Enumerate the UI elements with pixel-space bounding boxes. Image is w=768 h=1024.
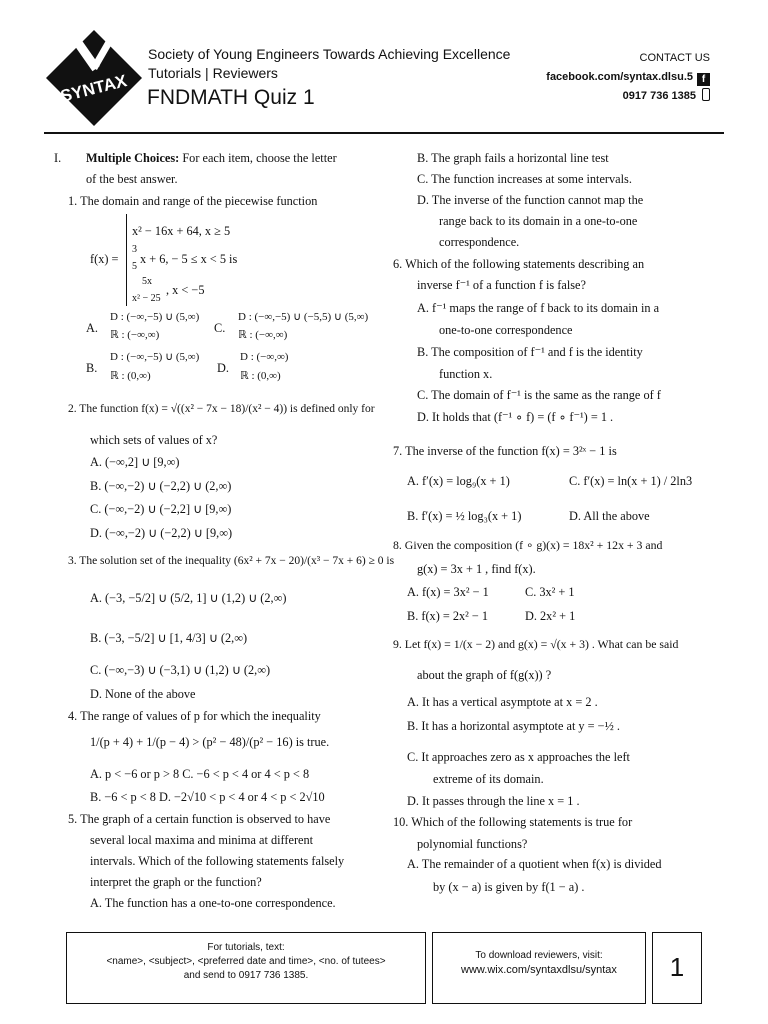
q3-stem: 3. The solution set of the inequality (6x² + 7x − 20)/(x³ − 7x + 6) ≥ 0 is [68, 555, 395, 567]
q6-option-a-2: one-to-one correspondence [439, 323, 573, 337]
download-box [432, 932, 646, 1004]
tutorial-line1: For tutorials, text: [207, 942, 285, 953]
q1-piece2-den: 5 [132, 261, 137, 272]
q4-options-ac[interactable]: A. p < −6 or p > 8 C. −6 < p < 4 or 4 < p < 8 [90, 767, 310, 781]
page-number-box [652, 932, 702, 1004]
q1-stem: 1. The domain and range of the piecewise function [68, 194, 318, 208]
q2-stem: 2. The function f(x) = √((x² − 7x − 18)/(x² − 4)) is defined only for [68, 403, 375, 415]
q1-piece3-den: x² − 25 [132, 293, 161, 304]
contact-label: CONTACT US [639, 52, 710, 64]
header-divider [44, 132, 724, 134]
q7-option-d[interactable]: D. All the above [569, 509, 650, 523]
q7-option-c[interactable]: C. f′(x) = ln(x + 1) / 2ln3 [569, 474, 693, 488]
q2-option-b[interactable]: B. (−∞,−2) ∪ (−2,2) ∪ (2,∞) [90, 479, 232, 493]
download-url[interactable]: www.wix.com/syntaxdlsu/syntax [461, 964, 617, 976]
q5-option-c[interactable]: C. The function increases at some intervals. [417, 172, 632, 186]
q1-option-c-range: ℝ : (−∞,∞) [238, 329, 288, 341]
q10-option-a-1[interactable]: A. The remainder of a quotient when f(x) is divided [407, 857, 662, 871]
q1-piece3-num: 5x [142, 276, 152, 287]
q8-option-d[interactable]: D. 2x² + 1 [525, 609, 576, 623]
tutorial-line2: <name>, <subject>, <preferred date and time>, <no. of tutees> [106, 956, 386, 967]
q1-option-a-label[interactable]: A. [86, 321, 98, 335]
q7-option-b[interactable]: B. f′(x) = ½ log₃(x + 1) [407, 509, 522, 523]
q9-option-b[interactable]: B. It has a horizontal asymptote at y = −½ . [407, 719, 620, 733]
q5-line3: intervals. Which of the following statements falsely [90, 854, 345, 868]
q10-line1: 10. Which of the following statements is true for [393, 815, 633, 829]
q5-line4: interpret the graph or the function? [90, 875, 262, 889]
q6-option-d[interactable]: D. It holds that (f⁻¹ ∘ f) = (f ∘ f⁻¹) = 1 . [417, 410, 614, 424]
q1-fx: f(x) = [90, 252, 119, 266]
logo-text: SYNTAX [58, 71, 129, 106]
download-line1: To download reviewers, visit: [475, 950, 603, 961]
page-number: 1 [669, 952, 685, 982]
q6-line1: 6. Which of the following statements describing an [393, 257, 645, 271]
q1-option-a-range: ℝ : (−∞,∞) [110, 329, 160, 341]
q2-option-d[interactable]: D. (−∞,−2) ∪ (−2,2) ∪ [9,∞) [90, 526, 233, 540]
q1-piece2: x + 6, − 5 ≤ x < 5 is [140, 252, 238, 266]
phone-icon [702, 88, 710, 101]
q5-option-d-2: range back to its domain in a one-to-one [439, 214, 638, 228]
q1-option-c-label[interactable]: C. [214, 321, 226, 335]
q8-line2: g(x) = 3x + 1 , find f(x). [417, 562, 536, 576]
q1-piece1: x² − 16x + 64, x ≥ 5 [132, 224, 231, 238]
q9-option-c-1[interactable]: C. It approaches zero as x approaches the left [407, 750, 630, 764]
q8-option-c[interactable]: C. 3x² + 1 [525, 585, 575, 599]
q9-option-c-2: extreme of its domain. [433, 772, 544, 786]
q9-line1: 9. Let f(x) = 1/(x − 2) and g(x) = √(x + 3) . What can be said [393, 637, 679, 651]
contact-block [546, 49, 710, 106]
syntax-logo [44, 28, 144, 128]
q8-option-a[interactable]: A. f(x) = 3x² − 1 [407, 585, 489, 599]
q7-option-a[interactable]: A. f′(x) = log₉(x + 1) [407, 474, 510, 488]
q9-option-d[interactable]: D. It passes through the line x = 1 . [407, 794, 580, 808]
q8-line1: 8. Given the composition (f ∘ g)(x) = 18x² + 12x + 3 and [393, 538, 663, 552]
q1-option-c-domain: D : (−∞,−5) ∪ (−5,5) ∪ (5,∞) [238, 311, 369, 323]
q7-stem: 7. The inverse of the function f(x) = 3²ˣ − 1 is [393, 444, 617, 458]
q8-option-b[interactable]: B. f(x) = 2x² − 1 [407, 609, 489, 623]
q5-option-d-1[interactable]: D. The inverse of the function cannot map the [417, 193, 644, 207]
q2-option-c[interactable]: C. (−∞,−2) ∪ (−2,2] ∪ [9,∞) [90, 502, 232, 516]
q4-inequality: 1/(p + 4) + 1/(p − 4) > (p² − 48)/(p² − 16) is true. [90, 735, 330, 749]
q6-option-b-2: function x. [439, 367, 493, 381]
q5-line2: several local maxima and minima at different [90, 833, 314, 847]
q1-option-d-label[interactable]: D. [217, 361, 229, 375]
section-instructions: For each item, choose the letter [182, 151, 337, 165]
q1-option-a-domain: D : (−∞,−5) ∪ (5,∞) [110, 311, 200, 323]
q5-option-d-3: correspondence. [439, 235, 520, 249]
q3-option-c[interactable]: C. (−∞,−3) ∪ (−3,1) ∪ (1,2) ∪ (2,∞) [90, 663, 271, 677]
facebook-link[interactable]: facebook.com/syntax.dlsu.5 [546, 71, 693, 83]
q5-option-b[interactable]: B. The graph fails a horizontal line test [417, 151, 609, 165]
org-line2: Tutorials | Reviewers [148, 65, 278, 81]
phone-number: 0917 736 1385 [622, 90, 696, 102]
org-name [148, 45, 510, 83]
q1-piece2-num: 3 [132, 244, 137, 255]
q1-piece3: , x < −5 [166, 283, 205, 297]
q9-option-a[interactable]: A. It has a vertical asymptote at x = 2 . [407, 695, 598, 709]
q6-option-b-1[interactable]: B. The composition of f⁻¹ and f is the identity [417, 345, 643, 359]
q6-line2: inverse f⁻¹ of a function f is false? [417, 278, 586, 292]
q10-line2: polynomial functions? [417, 837, 528, 851]
org-line1: Society of Young Engineers Towards Achieving Excellence [148, 46, 511, 62]
q3-option-b[interactable]: B. (−3, −5/2] ∪ [1, 4/3] ∪ (2,∞) [90, 631, 248, 645]
q9-line2: about the graph of f(g(x)) ? [417, 668, 552, 682]
tutorial-box [66, 932, 426, 1004]
q4-options-bd[interactable]: B. −6 < p < 8 D. −2√10 < p < 4 or 4 < p < 2√10 [90, 790, 325, 804]
q4-stem: 4. The range of values of p for which the inequality [68, 709, 321, 723]
q1-option-b-range: ℝ : (0,∞) [110, 370, 151, 382]
q1-option-b-domain: D : (−∞,−5) ∪ (5,∞) [110, 351, 200, 363]
section-title: Multiple Choices: [86, 151, 180, 165]
q5-option-a[interactable]: A. The function has a one-to-one correspondence. [90, 896, 336, 910]
q2-option-a[interactable]: A. (−∞,2] ∪ [9,∞) [90, 455, 180, 469]
q3-option-d[interactable]: D. None of the above [90, 687, 196, 701]
q2-stem-2: which sets of values of x? [90, 433, 218, 447]
q5-line1: 5. The graph of a certain function is observed to have [68, 812, 331, 826]
q6-option-a-1[interactable]: A. f⁻¹ maps the range of f back to its domain in a [417, 301, 660, 315]
q1-option-b-label[interactable]: B. [86, 361, 98, 375]
q1-option-d-range: ℝ : (0,∞) [240, 370, 281, 382]
q3-option-a[interactable]: A. (−3, −5/2] ∪ (5/2, 1] ∪ (1,2) ∪ (2,∞) [90, 591, 287, 605]
section-number: I. [54, 151, 62, 165]
q1-option-d-domain: D : (−∞,∞) [240, 351, 289, 363]
tutorial-line3: and send to 0917 736 1385. [183, 970, 309, 981]
facebook-icon: f [697, 73, 710, 86]
section-instructions-2: of the best answer. [86, 172, 178, 186]
quiz-title: FNDMATH Quiz 1 [147, 86, 315, 109]
q10-option-a-2: by (x − a) is given by f(1 − a) . [433, 880, 585, 894]
q6-option-c[interactable]: C. The domain of f⁻¹ is the same as the range of f [417, 388, 661, 402]
